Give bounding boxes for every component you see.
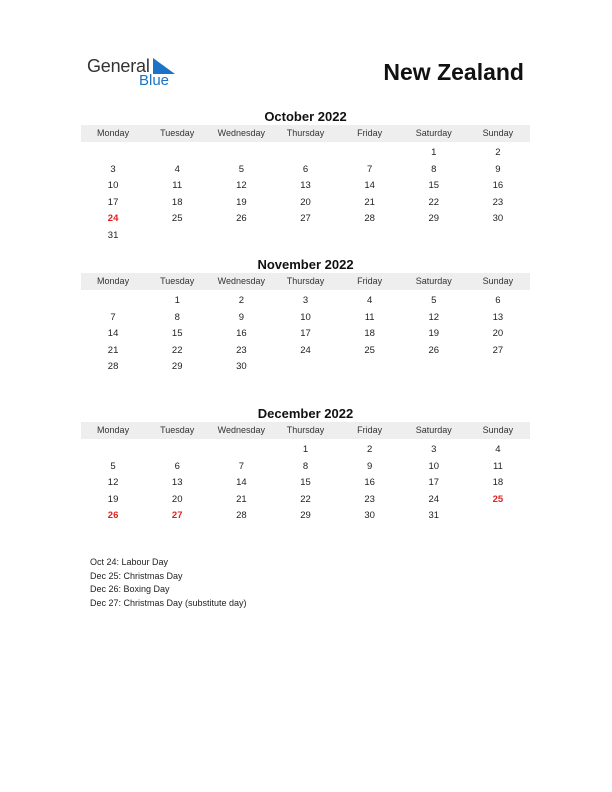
day-cell: 16: [492, 180, 504, 192]
holiday-day-cell: 27: [171, 510, 183, 522]
day-cell: [209, 145, 273, 162]
day-cell: [209, 442, 273, 459]
day-cell: 28: [364, 213, 375, 225]
day-cell: 22: [300, 493, 311, 505]
day-cell: 31: [107, 229, 119, 241]
weekday-label: Saturday: [415, 276, 452, 286]
day-cell: 10: [428, 460, 440, 472]
weekday-label: Thursday: [286, 276, 325, 286]
day-cell: 27: [300, 213, 311, 225]
day-cell: [338, 359, 402, 376]
country-title: New Zealand: [383, 59, 524, 85]
week-row: [81, 508, 530, 525]
weekday-label: Monday: [97, 128, 130, 138]
day-cell: 26: [428, 344, 440, 356]
day-cell: [273, 145, 337, 162]
day-cell: 4: [174, 163, 180, 175]
day-cell: 20: [171, 493, 183, 505]
month-calendar: [81, 108, 530, 245]
day-cell: 19: [236, 196, 247, 208]
month-title: November 2022: [257, 257, 354, 272]
day-cell: [209, 228, 273, 245]
weekday-label: Saturday: [415, 425, 452, 435]
day-cell: 10: [300, 311, 311, 323]
day-cell: 28: [236, 510, 247, 522]
day-cell: [81, 293, 145, 310]
holiday-item: Dec 26: Boxing Day: [90, 584, 170, 594]
week-row: [81, 293, 530, 310]
day-cell: 6: [495, 295, 501, 306]
day-cell: 11: [172, 180, 183, 192]
day-cell: 12: [107, 477, 119, 489]
weekday-header: [81, 125, 530, 142]
weekday-label: Wednesday: [217, 128, 266, 138]
weekday-label: Thursday: [286, 128, 325, 138]
week-row: [81, 359, 530, 376]
day-cell: 16: [364, 477, 375, 489]
day-cell: 30: [236, 361, 247, 373]
day-cell: 16: [236, 328, 247, 340]
day-cell: [145, 442, 209, 459]
weekday-label: Wednesday: [217, 276, 266, 286]
weekday-label: Tuesday: [160, 276, 195, 286]
week-row: [81, 211, 530, 228]
day-cell: 7: [366, 163, 373, 175]
day-cell: 18: [492, 477, 504, 489]
day-cell: 17: [107, 196, 119, 208]
weekday-label: Wednesday: [217, 425, 266, 435]
month-title: December 2022: [257, 406, 354, 421]
day-cell: 22: [171, 344, 183, 356]
day-cell: 2: [495, 147, 501, 158]
day-cell: 4: [366, 295, 373, 306]
day-cell: [338, 228, 402, 245]
weekday-label: Thursday: [286, 425, 325, 435]
day-cell: 8: [431, 163, 437, 175]
holiday-item: Dec 27: Christmas Day (substitute day): [90, 597, 247, 608]
day-cell: 19: [107, 493, 119, 505]
day-cell: 18: [171, 196, 183, 208]
weekday-label: Tuesday: [160, 425, 195, 435]
week-row: [81, 442, 530, 459]
day-cell: 24: [428, 493, 440, 505]
week-row: [81, 178, 530, 195]
weekday-label: Friday: [357, 425, 383, 435]
weekday-header: [81, 422, 530, 439]
day-cell: 13: [300, 180, 311, 192]
day-cell: [402, 228, 466, 245]
day-cell: [81, 145, 145, 162]
day-cell: 27: [492, 344, 504, 356]
weekday-label: Friday: [357, 276, 383, 286]
day-cell: 20: [492, 328, 504, 340]
weekday-label: Monday: [97, 425, 130, 435]
weekday-label: Saturday: [415, 128, 452, 138]
holiday-day-cell: 26: [107, 510, 119, 522]
day-cell: [145, 228, 209, 245]
day-cell: [81, 442, 145, 459]
day-cell: 2: [238, 295, 244, 306]
week-row: [81, 475, 530, 492]
day-cell: 31: [428, 510, 440, 522]
logo-general-text: General: [87, 56, 150, 76]
day-cell: 12: [428, 311, 440, 323]
day-cell: 29: [171, 361, 183, 373]
day-cell: 14: [364, 180, 375, 192]
day-cell: 14: [107, 328, 119, 340]
day-cell: 23: [492, 196, 504, 208]
day-cell: 23: [236, 344, 247, 356]
day-cell: 29: [300, 510, 311, 522]
day-cell: 14: [236, 477, 247, 489]
holiday-item: Dec 25: Christmas Day: [90, 570, 183, 581]
week-row: [81, 145, 530, 162]
weekday-label: Monday: [97, 276, 130, 286]
day-cell: 21: [107, 344, 119, 356]
week-row: [81, 310, 530, 327]
day-cell: 4: [495, 444, 501, 455]
weekday-label: Friday: [357, 128, 383, 138]
day-cell: 11: [492, 460, 503, 472]
day-cell: 7: [238, 460, 244, 472]
day-cell: 28: [107, 361, 119, 373]
day-cell: 17: [300, 328, 311, 340]
day-cell: [145, 145, 209, 162]
day-cell: 3: [431, 444, 437, 455]
day-cell: 6: [302, 163, 309, 175]
month-title: October 2022: [264, 109, 347, 124]
day-cell: 8: [302, 460, 309, 472]
day-cell: 15: [171, 328, 183, 340]
day-cell: 18: [364, 328, 375, 340]
week-row: [81, 326, 530, 343]
weekday-label: Sunday: [482, 128, 514, 138]
day-cell: 1: [174, 295, 180, 306]
week-row: [81, 459, 530, 476]
day-cell: 22: [428, 196, 440, 208]
day-cell: 17: [428, 477, 440, 489]
day-cell: 13: [492, 311, 504, 323]
day-cell: 29: [428, 213, 440, 225]
week-row: [81, 228, 530, 245]
day-cell: 30: [364, 510, 375, 522]
day-cell: 20: [300, 196, 311, 208]
day-cell: 5: [238, 163, 244, 175]
day-cell: 2: [366, 444, 373, 455]
day-cell: 24: [300, 344, 311, 356]
day-cell: 25: [364, 344, 375, 356]
weekday-label: Sunday: [482, 276, 514, 286]
day-cell: 3: [302, 295, 309, 306]
day-cell: 15: [300, 477, 311, 489]
day-cell: 1: [431, 147, 437, 158]
day-cell: [466, 359, 530, 376]
day-cell: 5: [431, 295, 437, 306]
day-cell: [338, 145, 402, 162]
day-cell: 11: [364, 311, 375, 323]
day-cell: 7: [110, 311, 116, 323]
day-cell: [402, 359, 466, 376]
day-cell: [273, 359, 337, 376]
holiday-item: Oct 24: Labour Day: [90, 557, 169, 567]
day-cell: 19: [428, 328, 440, 340]
day-cell: 26: [236, 213, 247, 225]
day-cell: 6: [174, 460, 180, 472]
day-cell: 8: [174, 311, 180, 323]
day-cell: 25: [171, 213, 183, 225]
day-cell: 12: [236, 180, 247, 192]
day-cell: 1: [302, 444, 309, 455]
day-cell: 15: [428, 180, 440, 192]
month-calendar: [81, 405, 530, 525]
day-cell: 30: [492, 213, 504, 225]
day-cell: 9: [495, 163, 501, 175]
weekday-header: [81, 273, 530, 290]
week-row: [81, 492, 530, 509]
day-cell: [466, 508, 530, 525]
day-cell: 10: [107, 180, 119, 192]
holiday-list: [90, 556, 247, 610]
week-row: [81, 162, 530, 179]
day-cell: 21: [236, 493, 247, 505]
day-cell: 9: [238, 311, 244, 323]
day-cell: 9: [366, 460, 373, 472]
week-row: [81, 195, 530, 212]
week-row: [81, 343, 530, 360]
weekday-label: Sunday: [482, 425, 514, 435]
day-cell: 23: [364, 493, 375, 505]
day-cell: 21: [364, 196, 375, 208]
month-calendar: [81, 256, 530, 376]
day-cell: 5: [110, 460, 116, 472]
day-cell: [466, 228, 530, 245]
holiday-day-cell: 24: [107, 213, 119, 225]
weekday-label: Tuesday: [160, 128, 195, 138]
logo-blue-text: Blue: [139, 72, 170, 89]
logo: [87, 56, 187, 92]
day-cell: [273, 228, 337, 245]
day-cell: 3: [110, 163, 116, 175]
day-cell: 13: [171, 477, 183, 489]
holiday-day-cell: 25: [492, 493, 504, 505]
